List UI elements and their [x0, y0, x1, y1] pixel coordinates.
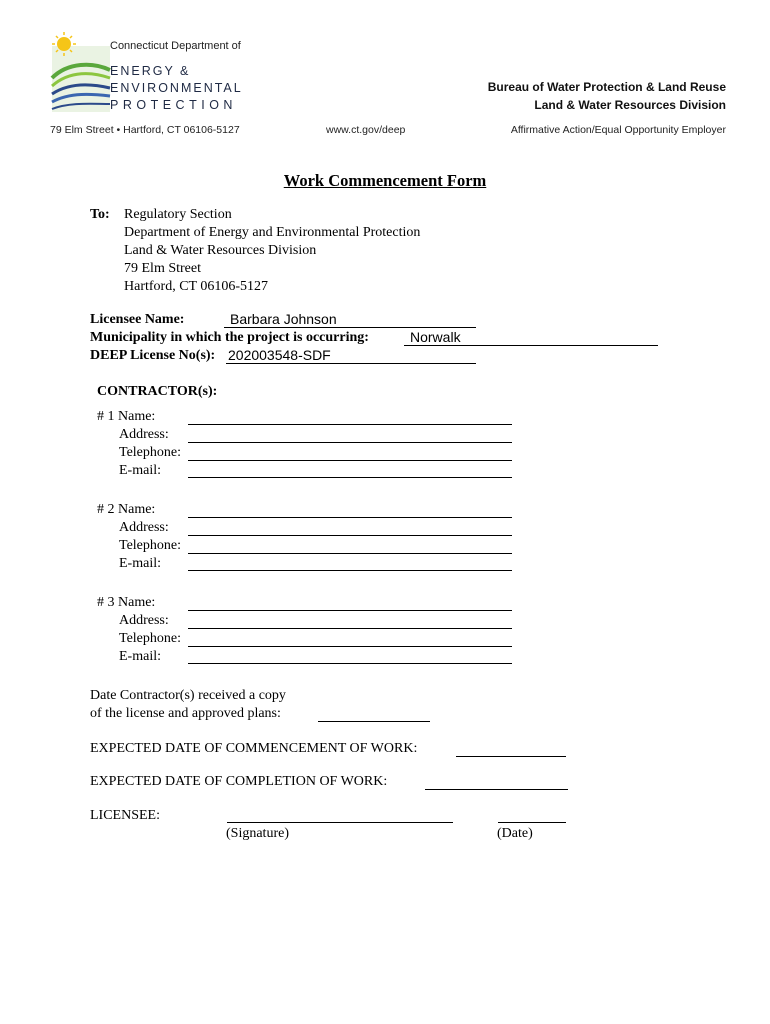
- license-no-field[interactable]: 202003548-SDF: [228, 347, 331, 363]
- logo-line-2: ENERGY &: [110, 64, 191, 78]
- licensee-label: LICENSEE:: [90, 808, 160, 823]
- to-line: Land & Water Resources Division: [124, 243, 317, 258]
- signature-field[interactable]: [227, 822, 453, 823]
- completion-date-field[interactable]: [425, 789, 568, 790]
- contractor-3-address-field[interactable]: [188, 628, 512, 629]
- contractor-3-name-field[interactable]: [188, 610, 512, 611]
- commencement-date-field[interactable]: [456, 756, 566, 757]
- contractor-1-telephone-field[interactable]: [188, 460, 512, 461]
- to-address-block: [124, 206, 420, 296]
- received-copy-date-field[interactable]: [318, 721, 430, 722]
- form-title: Work Commencement Form: [283, 171, 487, 190]
- to-line: Department of Energy and Environmental Protection: [124, 225, 421, 240]
- contractor-1-name-field[interactable]: [188, 424, 512, 425]
- contractor-1-name-label: # 1 Name:: [97, 409, 156, 424]
- contractor-2-name-field[interactable]: [188, 517, 512, 518]
- licensee-name-field[interactable]: Barbara Johnson: [230, 311, 337, 327]
- licensee-name-label: Licensee Name:: [90, 312, 185, 327]
- license-no-label: DEEP License No(s):: [90, 348, 216, 363]
- commencement-label: EXPECTED DATE OF COMMENCEMENT OF WORK:: [90, 741, 418, 756]
- municipality-line: [404, 345, 658, 346]
- contractor-1-address-field[interactable]: [188, 442, 512, 443]
- contractor-2-telephone-label: Telephone:: [119, 538, 181, 553]
- contractor-2-address-field[interactable]: [188, 535, 512, 536]
- contractor-1-email-field[interactable]: [188, 477, 512, 478]
- contractor-1-address-label: Address:: [119, 427, 169, 442]
- received-copy-label-2: of the license and approved plans:: [90, 706, 281, 721]
- contractor-2-address-label: Address:: [119, 520, 169, 535]
- header-employer: Affirmative Action/Equal Opportunity Employer: [510, 124, 726, 136]
- division-name: Land & Water Resources Division: [534, 98, 726, 112]
- contractor-2-email-label: E-mail:: [119, 556, 161, 571]
- to-line: 79 Elm Street: [124, 261, 201, 276]
- contractor-2-name-label: # 2 Name:: [97, 502, 156, 517]
- to-line: Regulatory Section: [124, 207, 232, 222]
- contractor-3-email-label: E-mail:: [119, 649, 161, 664]
- contractors-label: CONTRACTOR(s):: [97, 384, 218, 399]
- signature-caption: (Signature): [226, 826, 289, 841]
- municipality-label: Municipality in which the project is occurring:: [90, 330, 369, 345]
- contractor-2-email-field[interactable]: [188, 570, 512, 571]
- contractor-3-name-label: # 3 Name:: [97, 595, 156, 610]
- logo-line-3: ENVIRONMENTAL: [110, 81, 243, 95]
- logo-line-1: Connecticut Department of: [110, 40, 241, 52]
- contractor-2-telephone-field[interactable]: [188, 553, 512, 554]
- license-no-line: [226, 363, 476, 364]
- date-caption: (Date): [497, 826, 533, 841]
- contractor-1-email-label: E-mail:: [119, 463, 161, 478]
- signature-date-field[interactable]: [498, 822, 566, 823]
- contractor-3-telephone-field[interactable]: [188, 646, 512, 647]
- licensee-name-line: [224, 327, 476, 328]
- contractor-3-email-field[interactable]: [188, 663, 512, 664]
- completion-label: EXPECTED DATE OF COMPLETION OF WORK:: [90, 774, 388, 789]
- to-line: Hartford, CT 06106-5127: [124, 279, 268, 294]
- contractor-1-telephone-label: Telephone:: [119, 445, 181, 460]
- municipality-field[interactable]: Norwalk: [410, 329, 461, 345]
- received-copy-label-1: Date Contractor(s) received a copy: [90, 688, 286, 703]
- contractor-3-address-label: Address:: [119, 613, 169, 628]
- to-label: To:: [90, 207, 110, 222]
- header-address: 79 Elm Street • Hartford, CT 06106-5127: [50, 124, 240, 136]
- logo-line-4: PROTECTION: [110, 98, 237, 112]
- header-website[interactable]: www.ct.gov/deep: [326, 124, 406, 136]
- contractor-3-telephone-label: Telephone:: [119, 631, 181, 646]
- bureau-name: Bureau of Water Protection & Land Reuse: [487, 80, 726, 94]
